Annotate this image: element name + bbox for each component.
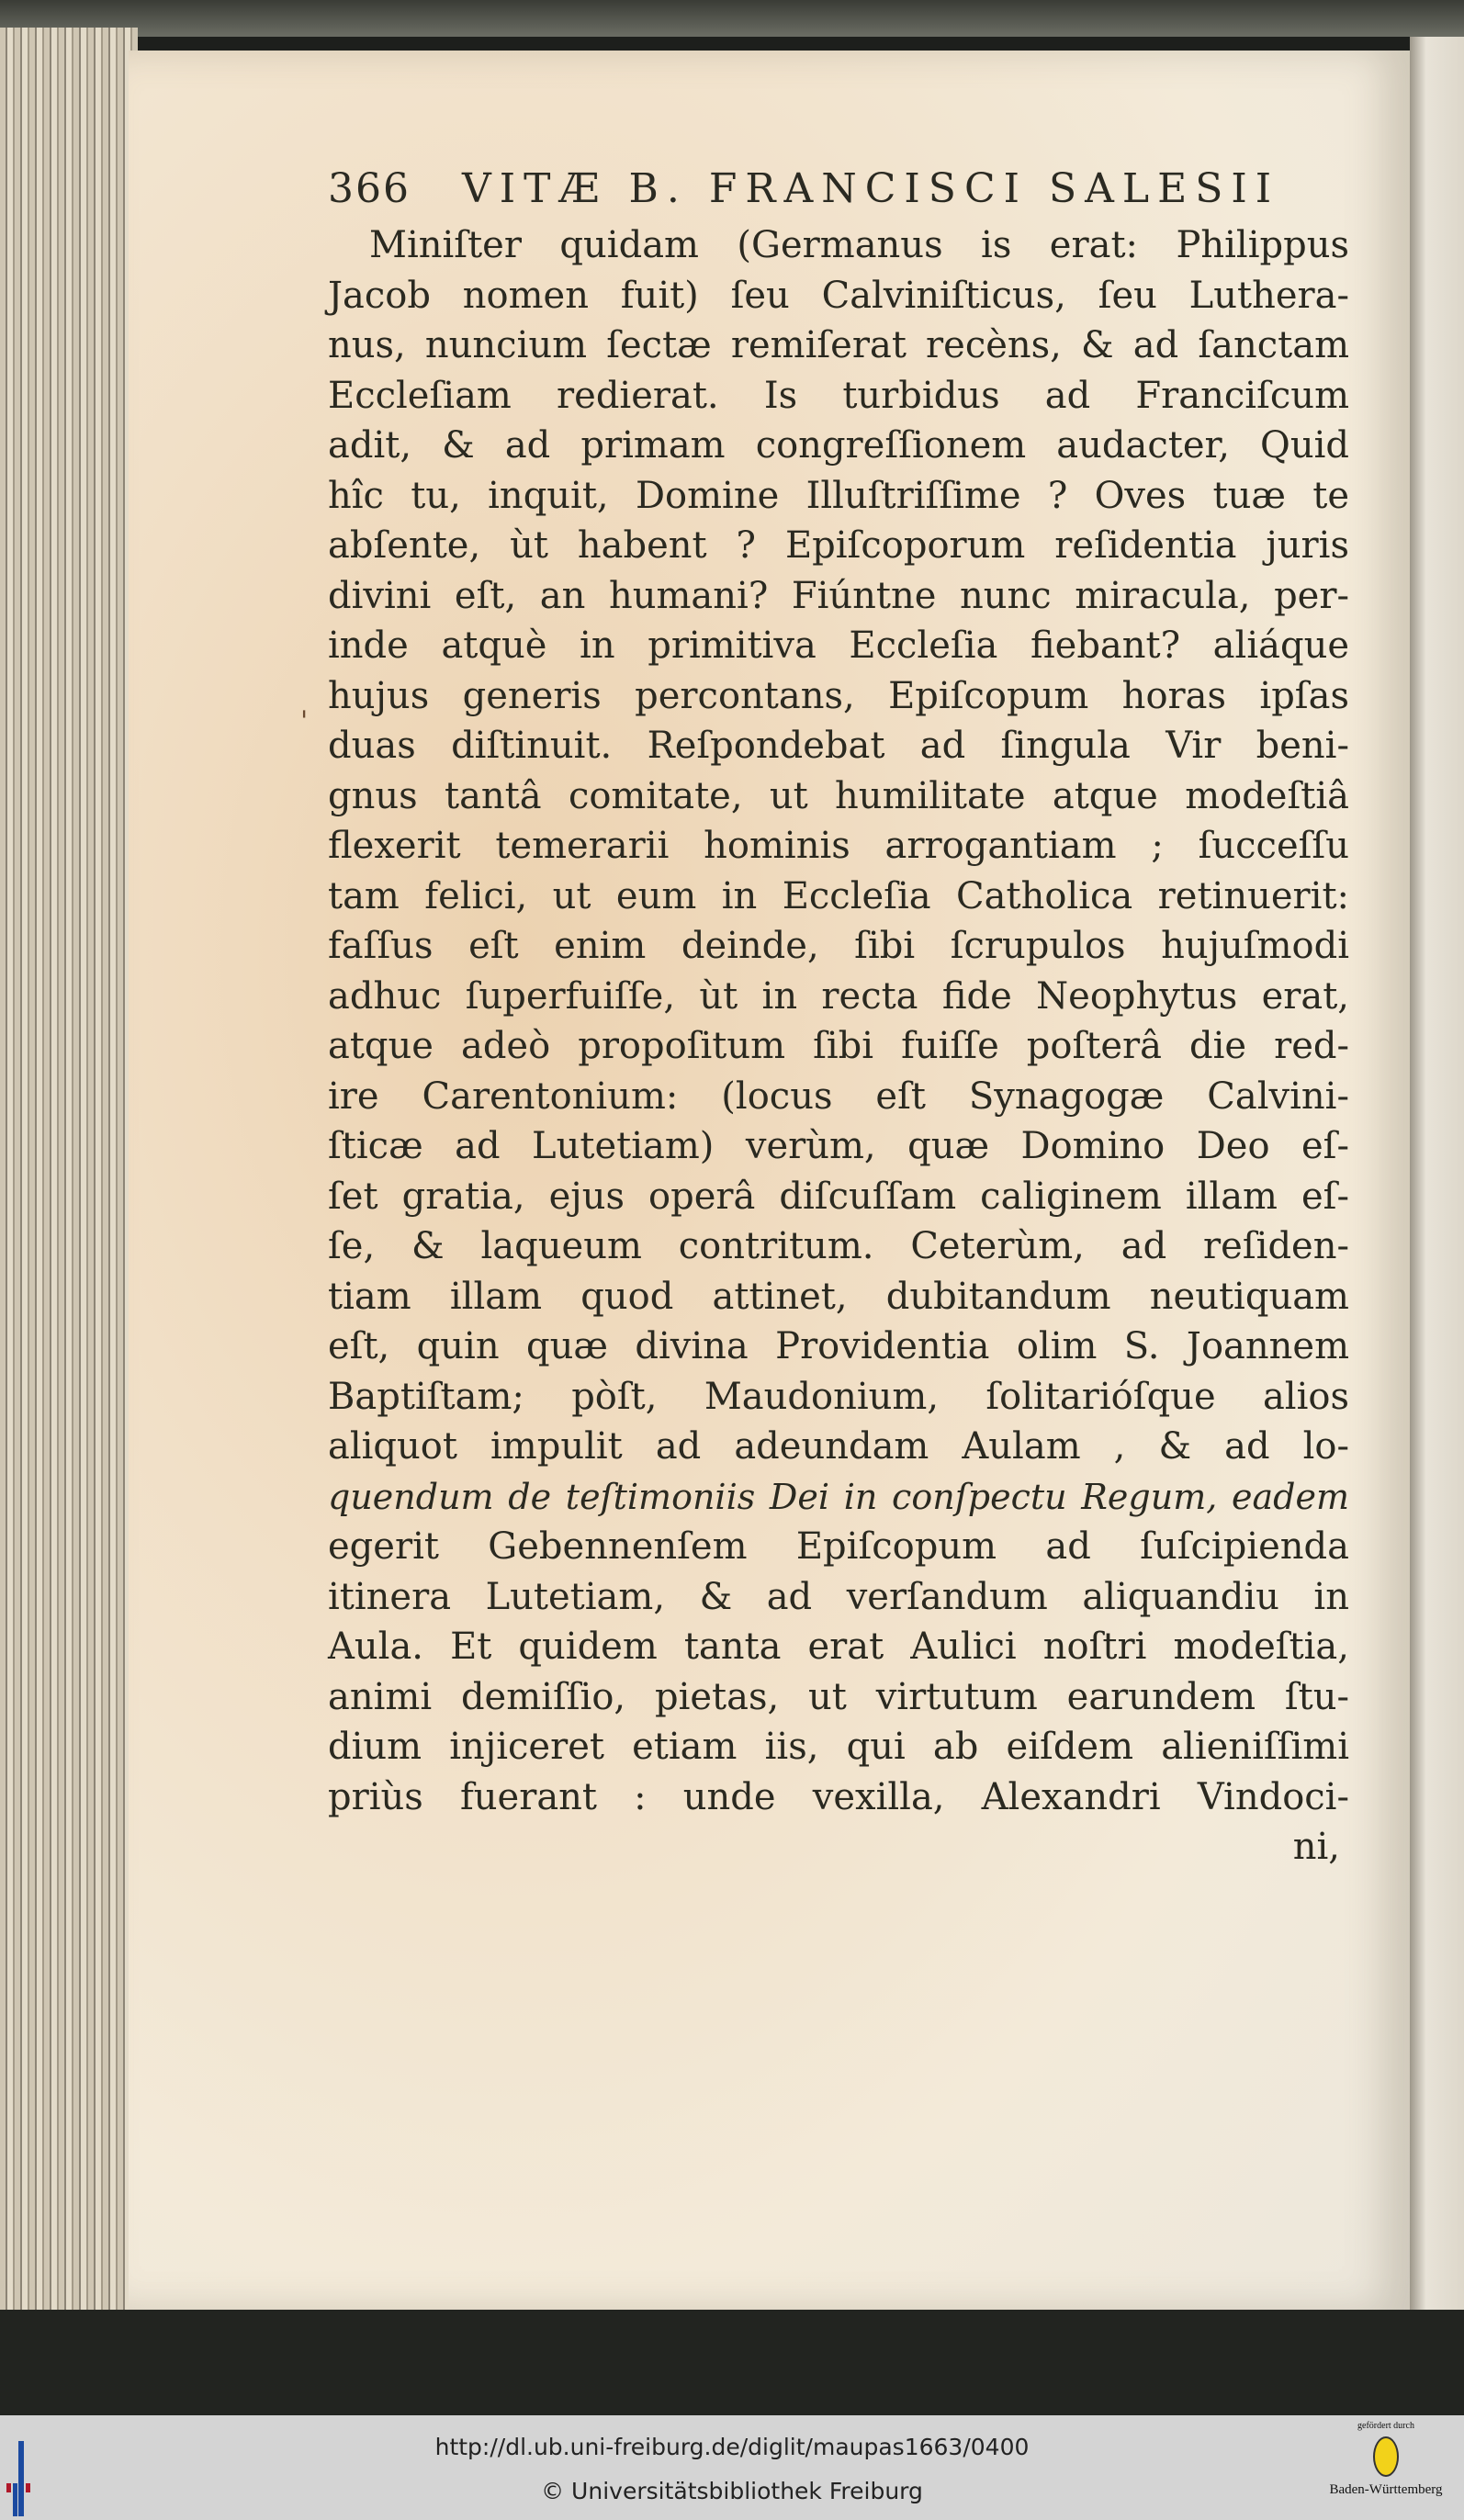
text-line: Miniſter quidam (Germanus is erat: Philippus <box>369 224 1349 266</box>
text-line: abſente, ùt habent ? Epiſcoporum reſidentia juris <box>328 524 1349 567</box>
page-text <box>328 220 1349 1873</box>
text-line: ſticæ ad Lutetiam) verùm, quæ Domino Deo eſ- <box>328 1125 1349 1167</box>
text-line: Baptiſtam; pòſt, Maudonium, ſolitarióſque alios <box>328 1375 1349 1418</box>
text-line: dium injiceret etiam iis, qui ab eiſdem alieniſſimi <box>328 1726 1349 1768</box>
text-line: ire Carentonium: (locus eſt Synagogæ Calvini- <box>328 1074 1349 1118</box>
text-line: hîc tu, inquit, Domine Illuſtriſſime ? Oves tuæ te <box>328 474 1349 517</box>
copyright-text: © Universitätsbibliothek Freiburg <box>541 2478 923 2504</box>
text-line: Aula. Et quidem tanta erat Aulici noſtri modeſtia, <box>328 1626 1349 1668</box>
text-line: priùs fuerant : unde vexilla, Alexandri Vindoci- <box>328 1775 1349 1818</box>
footer <box>0 2415 1464 2520</box>
facing-page-edge <box>1410 37 1464 2333</box>
text-line: adhuc ſuperfuiſſe, ùt in recta fide Neophytus erat, <box>328 974 1349 1018</box>
text-line: flexerit temerarii hominis arrogantiam ; ſucceſſu <box>328 825 1349 867</box>
page-number: 366 <box>328 165 411 212</box>
catchword: ni, <box>1292 1826 1340 1868</box>
text-line: faſſus eſt enim deinde, ſibi ſcrupulos hujuſmodi <box>328 925 1349 967</box>
text-line: itinera Lutetiam, & ad verſandum aliquandiu in <box>328 1575 1349 1618</box>
running-title: VITÆ B. FRANCISCI SALESII <box>461 165 1280 212</box>
text-line: aliquot impulit ad adeundam Aulam , & ad lo- <box>328 1425 1349 1468</box>
text-line: egerit Gebennenſem Epiſcopum ad ſuſcipienda <box>328 1525 1349 1568</box>
baden-wuerttemberg-crest-icon <box>1373 2436 1399 2477</box>
text-line: tam felici, ut eum in Eccleſia Catholica retinuerit: <box>328 874 1349 917</box>
permalink-url[interactable]: http://dl.ub.uni-freiburg.de/diglit/maupas1663/0400 <box>434 2434 1030 2460</box>
text-line: hujus generis percontans, Epiſcopum horas ipſas <box>328 674 1349 717</box>
text-line: Eccleſiam redierat. Is turbidus ad Franciſcum <box>328 374 1349 417</box>
text-line: duas diſtinuit. Reſpondebat ad ſingula Vir beni- <box>328 725 1349 767</box>
scan-background <box>0 2310 1464 2415</box>
text-line: adit, & ad primam congreſſionem audacter, Quid <box>328 424 1349 467</box>
text-line: nus, nuncium ſectæ remiſerat recèns, & ad ſanctam <box>328 324 1349 366</box>
book-page-stack <box>0 28 138 2342</box>
text-line: gnus tantâ comitate, ut humilitate atque modeſtiâ <box>328 774 1349 817</box>
text-line: Jacob nomen fuit) ſeu Calviniſticus, ſeu Luthera- <box>328 274 1349 317</box>
funder-block <box>1317 2421 1455 2498</box>
running-head <box>328 165 1280 212</box>
text-line: tiam illam quod attinet, dubitandum neutiquam <box>328 1275 1349 1318</box>
funded-by-label: gefördert durch <box>1357 2421 1414 2431</box>
text-line: ſet gratia, ejus operâ diſcuſſam caliginem illam eſ- <box>328 1175 1349 1218</box>
scan-top-edge <box>0 0 1464 37</box>
text-line: ſe, & laqueum contritum. Ceterùm, ad reſiden- <box>328 1225 1349 1267</box>
text-line: atque adeò propoſitum ſibi fuiſſe poſterâ die red- <box>328 1025 1349 1067</box>
text-line: inde atquè in primitiva Eccleſia fiebant? aliáque <box>328 624 1349 667</box>
funder-name: Baden-Württemberg <box>1329 2482 1443 2497</box>
text-line: divini eſt, an humani? Fiúntne nunc miracula, per- <box>328 574 1349 617</box>
margin-mark: ' <box>300 705 309 737</box>
text-line: eſt, quin quæ divina Providentia olim S. Joannem <box>328 1325 1349 1367</box>
text-line: animi demiſſio, pietas, ut virtutum earundem ſtu- <box>328 1675 1349 1718</box>
text-line: quendum de teſtimoniis Dei in conſpectu Regum, eadem <box>328 1476 1349 1517</box>
